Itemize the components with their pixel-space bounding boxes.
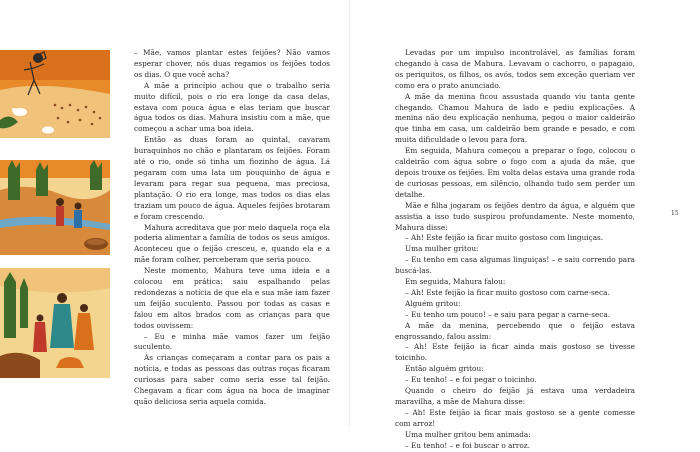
paragraph: – Eu tenho! – e foi pegar o toicinho. [405,375,537,385]
paragraph: Então as duas foram ao quintal, cavaram buraquinhos no chão e plantaram os feijões. Foram até o rio, onde só tinha um fiozinho de água. Lá pegaram com uma lata um pouquinho de água e levaram para regar sua pequena, mas preciosa, plantação. O rio era longe, mas todos os dias elas traziam um pouco de água. Aqueles feijões brotaram e foram crescendo. [134,135,330,221]
paragraph: Quando o cheiro do feijão já estava uma verdadeira maravilha, a mãe de Mahura disse: [395,386,635,406]
paragraph: Em seguida, Mahura falou: [405,277,506,287]
paragraph: – Ah! Este feijão ia ficar muito gostoso com carne-seca. [405,287,610,297]
paragraph: – Eu tenho! – e foi buscar o arroz. [405,440,530,450]
paragraph: – Mãe, vamos plantar estes feijões? Não vamos esperar chover, nós duas regamos os feijões todos os dias. O que você acha? [134,48,330,79]
paragraph: A mãe da menina, percebendo que o feijão estava engrossando, falou assim: [395,320,635,341]
paragraph: As crianças começaram a contar para os pais a notícia, e todas as pessoas das outras roças ficaram curiosas para saber como seria esse tal feijão. Chegavam a ficar com água na boca de imaginar quão deliciosa seria aquela comida. [134,353,330,406]
paragraph: – Ah! Este feijão ia ficar ainda mais gostoso se tivesse toicinho. [395,342,635,363]
paragraph: Alguém gritou: [405,298,461,308]
paragraph: Mahura acreditava que por meio daquela roça ela poderia alimentar a família de todos os seus amigos. Aconteceu que o feijão cresceu, e, quando ela e a mãe foram colher, perceberam que seria pouco. [134,222,330,265]
illustration-village [0,268,110,378]
paragraph: – Ah! Este feijão ia ficar mais gostoso se a gente comesse com arroz! [395,407,635,428]
paragraph: Então alguém gritou: [405,364,484,374]
paragraph: Neste momento, Mahura teve uma ideia e a colocou em prática: saiu espalhando pelas redondezas a notícia de que ela e sua mãe iam fazer um feijão suculento. Passou por todas as casas e falou em altos brados com as crianças para que todos ouvissem: [134,266,330,330]
page-number: 15 [671,210,679,217]
paragraph: Mãe e filha jogaram os feijões dentro da água, e alguém que assistia a isso tudo suspirou profundamente. Neste momento, Mahura disse: [395,200,635,232]
paragraph: Uma mulher gritou bem animada: [405,429,531,439]
paragraph: Em seguida, Mahura começou a preparar o fogo, colocou o caldeirão com água sobre o fogo com a ajuda da mãe, que depois trouxe os feijões. Em volta delas estava uma grande roda de curiosas pessoas, em silêncio, olhando tudo sem perder um detalhe. [395,146,635,199]
paragraph: – Eu tenho em casa algumas linguiças! – e saiu correndo para buscá-las. [395,255,635,276]
paragraph: – Eu e minha mãe vamos fazer um feijão suculento. [134,331,330,352]
paragraph: – Eu tenho um pouco! – e saiu para pegar a carne-seca. [405,309,611,319]
left-text-column [134,48,330,408]
paragraph: A mãe da menina ficou assustada quando viu tanta gente chegando. Chamou Mahura de lado e pediu explicações. A menina não deu explicação nenhuma, pegou o maior caldeirão que tinha em casa, um caldeirão bem grande e pesado, e com muita dificuldade o levou para fora. [395,91,635,145]
paragraph: A mãe a princípio achou que o trabalho seria muito difícil, pois o rio era longe da casa delas, estava com pouca água e elas teriam que buscar água todos os dias. Mahura insistiu com a mãe, que começou a achar uma boa ideia. [134,80,330,134]
paragraph: Uma mulher gritou: [405,244,479,254]
paragraph: Levadas por um impulso incontrolável, as famílias foram chegando à casa de Mahura. Levavam o cachorro, o papagaio, os periquitos, os filhos, os avós, todos sem exceção queriam ver como era o prato anunciado. [395,48,635,90]
illustration-river [0,160,110,255]
illustration-planting [0,50,110,138]
paragraph: – Ah! Este feijão ia ficar muito gostoso com linguiças. [405,233,604,243]
left-page [0,0,350,426]
right-text-column [395,48,635,452]
